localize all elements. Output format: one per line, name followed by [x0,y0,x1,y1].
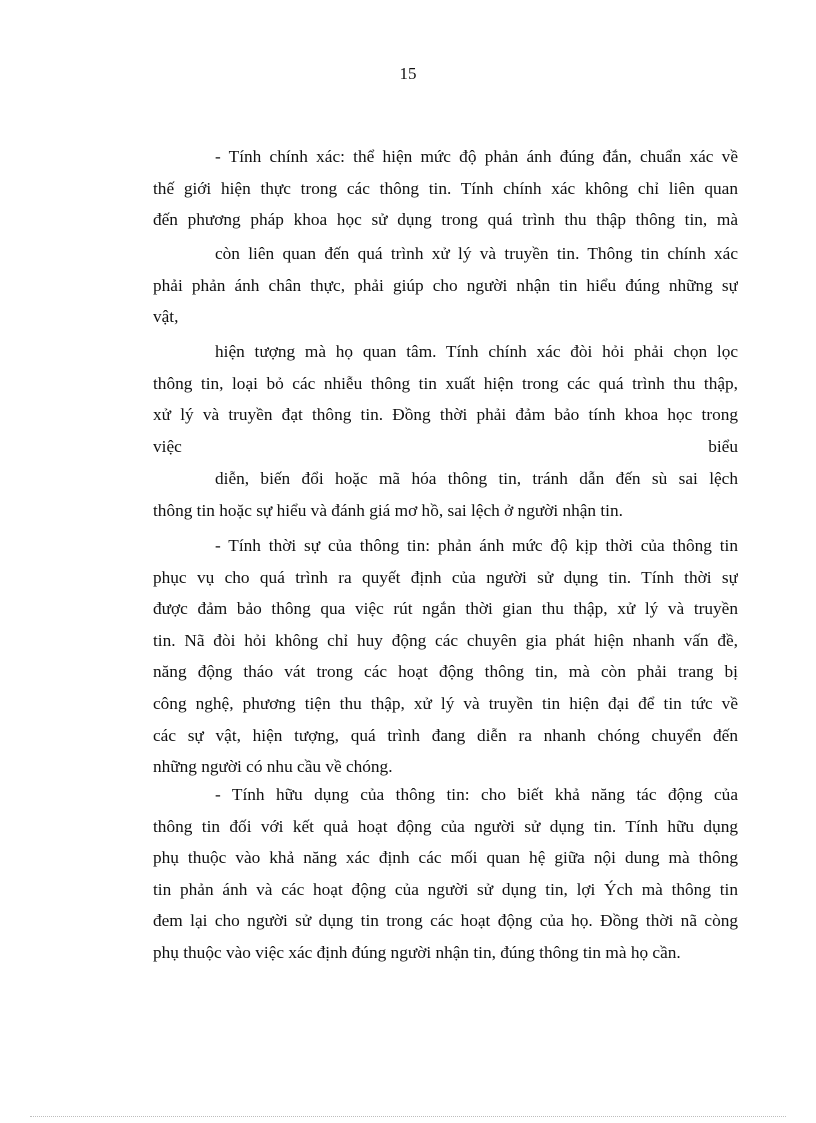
page-number: 15 [399,64,417,83]
paragraph-accuracy-1 [153,141,738,236]
text-line: đem lại cho người sử dụng tin trong các hoạt động của họ. Đồng thời nã còng [153,911,738,931]
text-line: đến phương pháp khoa học sử dụng trong quá trình thu thập thông tin, mà [153,210,738,230]
text-line: phụ thuộc vào việc xác định đúng người nhận tin, đúng thông tin mà họ cần. [153,942,681,962]
text-line-split [153,431,738,463]
text-line: thông tin, loại bỏ các nhiễu thông tin xuất hiện trong các quá trình thu thập, [153,373,738,393]
text-line: các sự vật, hiện tượng, quá trình đang diễn ra nhanh chóng chuyển đến [153,725,738,745]
text-line: tin phản ánh và các hoạt động của người sử dụng tin, lợi Ých mà thông tin [153,879,738,899]
text-line: vật, [153,307,179,327]
page-bottom-divider [30,1116,786,1117]
text-line: được đảm bảo thông qua việc rút ngắn thời gian thu thập, xử lý và truyền [153,599,738,619]
text-line: năng động tháo vát trong các hoạt động thông tin, mà còn phải trang bị [153,662,738,682]
text-line: thế giới hiện thực trong các thông tin. Tính chính xác không chỉ liên quan [153,178,738,198]
text-line: công nghệ, phương tiện thu thập, xử lý và truyền tin hiện đại để tin tức về [153,693,738,713]
text-line: phụ thuộc vào khả năng xác định các mối quan hệ giữa nội dung mà thông [153,848,738,868]
paragraph-accuracy-3 [153,336,738,462]
paragraph-usefulness [153,779,738,969]
paragraph-timeliness [153,530,738,783]
text-line: còn liên quan đến quá trình xử lý và truyền tin. Thông tin chính xác [215,244,738,263]
text-line: - Tính thời sự của thông tin: phản ánh mức độ kịp thời của thông tin [215,536,738,555]
text-line: xử lý và truyền đạt thông tin. Đồng thời phải đảm bảo tính khoa học trong [153,405,738,425]
split-left-word: việc [153,436,182,456]
split-right-word: biểu [708,436,738,456]
text-line: thông tin hoặc sự hiểu và đánh giá mơ hồ, sai lệch ở người nhận tin. [153,500,623,520]
text-line: - Tính chính xác: thể hiện mức độ phản ánh đúng đắn, chuẩn xác về [215,147,738,166]
text-line: phục vụ cho quá trình ra quyết định của người sử dụng tin. Tính thời sự [153,567,738,587]
text-line: phải phản ánh chân thực, phải giúp cho người nhận tin hiểu đúng những sự [153,275,738,295]
text-line: những người có nhu cầu về chóng. [153,757,393,777]
text-line: hiện tượng mà họ quan tâm. Tính chính xác đòi hỏi phải chọn lọc [215,342,738,361]
paragraph-accuracy-4 [153,463,738,526]
text-line: tin. Nã đòi hỏi không chỉ huy động các chuyên gia phát hiện nhanh vấn đề, [153,630,738,650]
text-line: diễn, biến đổi hoặc mã hóa thông tin, tránh dẫn đến sù sai lệch [215,469,738,488]
text-line: thông tin đối với kết quả hoạt động của người sử dụng tin. Tính hữu dụng [153,816,738,836]
text-line: - Tính hữu dụng của thông tin: cho biết khả năng tác động của [215,785,738,804]
paragraph-accuracy-2 [153,238,738,333]
